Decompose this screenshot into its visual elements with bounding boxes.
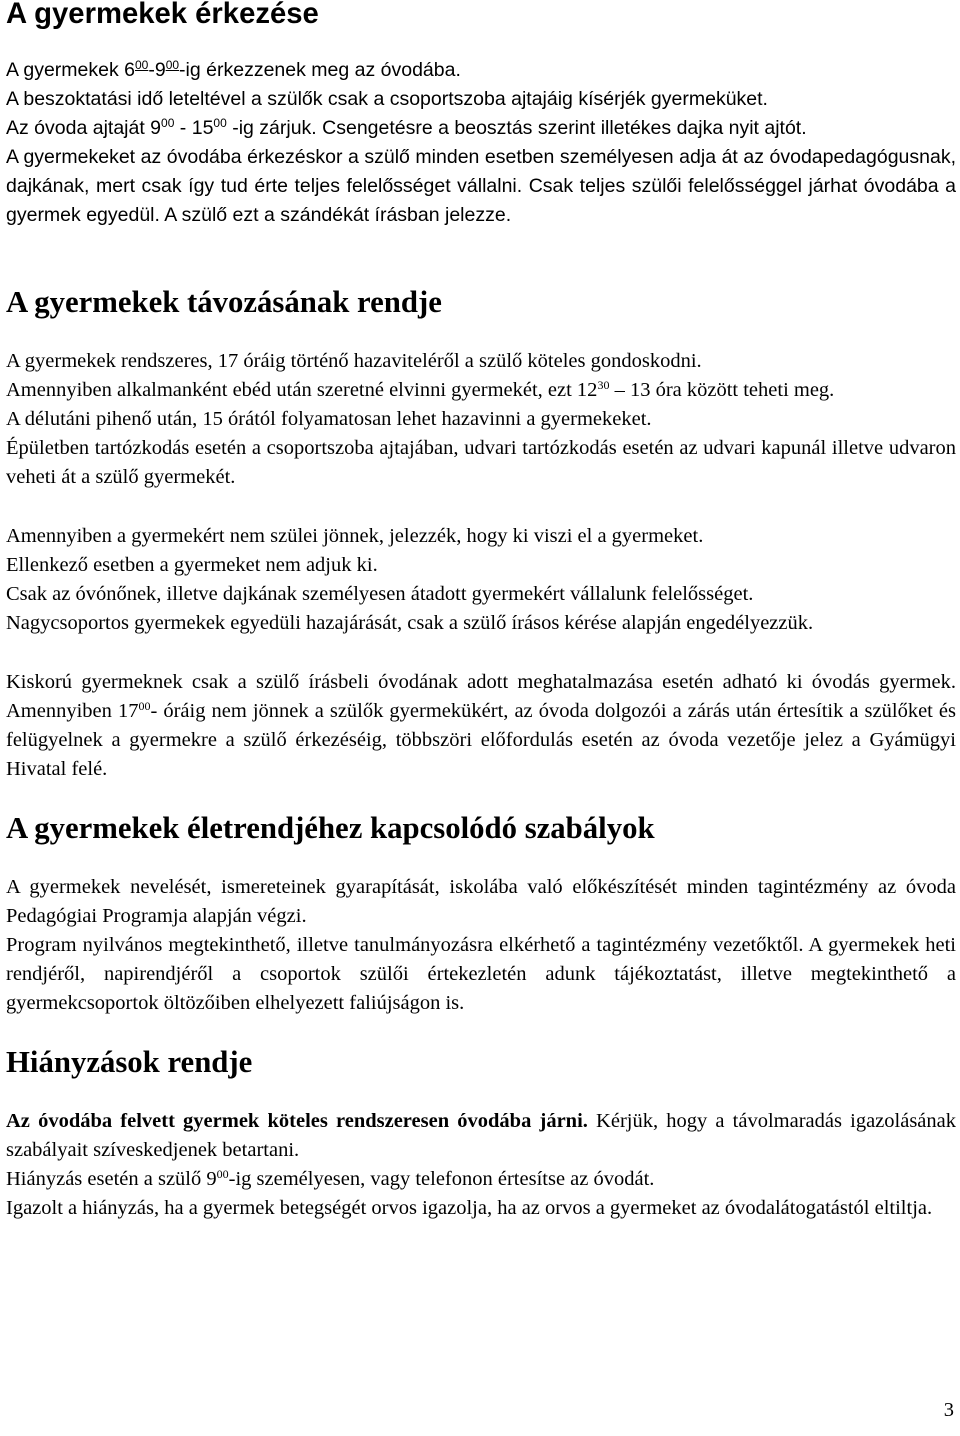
daily-paragraph-1: A gyermekek nevelését, ismereteinek gyarapítását, iskolába való előkészítését minden tagintézmény az óvoda Pedagógiai Programja alapján végzi. [6, 876, 956, 927]
section-absence [6, 1045, 956, 1223]
section-arrival [6, 0, 956, 230]
absence-paragraph-3: Igazolt a hiányzás, ha a gyermek betegségét orvos igazolja, ha az orvos a gyermeket az óvodalátogatástól eltiltja. [6, 1197, 933, 1219]
departure-line-3: A délutáni pihenő után, 15 órától folyamatosan lehet hazavinni a gyermekeket. [6, 408, 652, 430]
arrival-paragraph: A gyermekeket az óvodába érkezéskor a szülő minden esetben személyesen adja át az óvodapedagógusnak, dajkának, mert csak így tud érte teljes felelősséget vállalni. Csak teljes szülői felelősséggel járhat óvodába a gyermek egyedül. A szülő ezt a szándékát írásban jelezze. [6, 146, 956, 226]
departure-paragraph-1: Épületben tartózkodás esetén a csoportszoba ajtajában, udvari tartózkodás esetén az udvari kapunál illetve udvaron veheti át a szülő gyermekét. [6, 437, 956, 488]
departure-paragraph-5: Nagycsoportos gyermekek egyedüli hazajárását, csak a szülő írásos kérése alapján engedélyezzük. [6, 612, 814, 634]
section-departure [6, 285, 956, 784]
section-title-departure: A gyermekek távozásának rendje [6, 285, 442, 319]
departure-paragraph-4: Csak az óvónőnek, illetve dajkának személyesen átadott gyermekért vállalunk felelősséget. [6, 583, 754, 605]
section-daily-rules [6, 811, 956, 1018]
departure-line-1: A gyermekek rendszeres, 17 óráig történő hazaviteléről a szülő köteles gondoskodni. [6, 350, 702, 372]
arrival-line-2: A beszoktatási idő leteltével a szülők csak a csoportszoba ajtajáig kísérjék gyermeküket. [6, 88, 768, 110]
arrival-line-3: Az óvoda ajtaját $9^{00} - 15^{00}$ -ig zárjuk. Csengetésre a beosztás szerint illetékes dajka nyit ajtót. [6, 116, 807, 139]
page-number: 3 [943, 1399, 954, 1421]
arrival-line-1: A gyermekek $6^{00}-9^{00}-ig$ érkezzenek meg az óvodába. [6, 58, 461, 81]
departure-paragraph-6: Kiskorú gyermeknek csak a szülő írásbeli óvodának adott meghatalmazása esetén adható ki óvodás gyermek. Amennyiben $17^{00}-$ óráig nem jönnek a szülők gyermekükért, az óvoda dolgozói a zárás után értesítik a szülőket és felügyelnek a gyermekre a szülő érkezéséig, többszöri előfordulás esetén az óvoda vezetője jelez a Gyámügyi Hivatal felé. [6, 671, 956, 780]
daily-paragraph-2: Program nyilvános megtekinthető, illetve tanulmányozásra elkérhető a tagintézmény vezetőktől. A gyermekek heti rendjéről, napirendjéről a csoportok szülői értekezletén adunk tájékoztatást, illetve megtekinthető a gyermekcsoportok öltözőiben elhelyezett faliújságon is. [6, 934, 956, 1014]
departure-line-2: Amennyiben alkalmanként ebéd után szeretné elvinni gyermekét, ezt $12^{30} - 13$ óra között teheti meg. [6, 378, 835, 401]
section-title-absence: Hiányzások rendje [6, 1045, 253, 1079]
section-title-arrival: A gyermekek érkezése [6, 0, 319, 30]
departure-paragraph-2: Amennyiben a gyermekért nem szülei jönnek, jelezzék, hogy ki viszi el a gyermeket. [6, 525, 704, 547]
absence-paragraph-2: Hiányzás esetén a szülő $9^{00}-ig$ személyesen, vagy telefonon értesítse az óvodát. [6, 1167, 655, 1190]
section-title-daily-rules: A gyermekek életrendjéhez kapcsolódó szabályok [6, 811, 655, 845]
document-page [6, 0, 956, 1223]
departure-paragraph-3: Ellenkező esetben a gyermeket nem adjuk ki. [6, 554, 378, 576]
absence-paragraph-1: Az óvodába felvett gyermek köteles rendszeresen óvodába járni. Kérjük, hogy a távolmaradás igazolásának szabályait szíveskedjenek betartani. [6, 1110, 956, 1161]
